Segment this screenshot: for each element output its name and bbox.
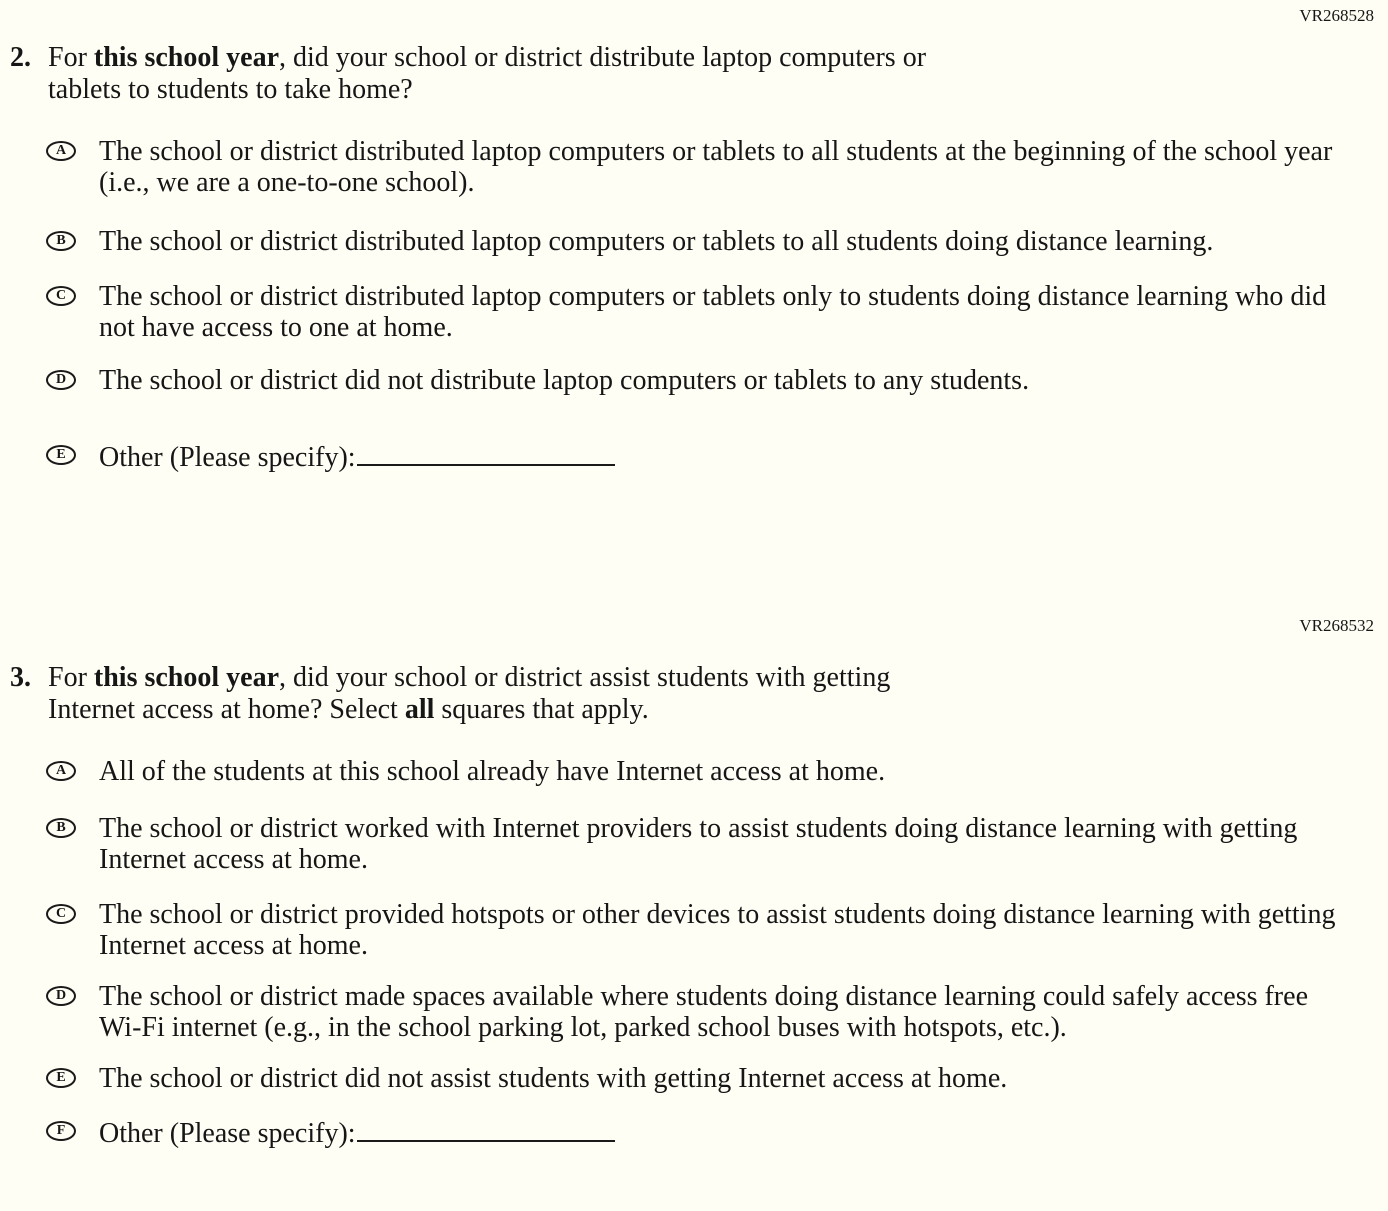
question-2-options (46, 136, 1376, 473)
question-3-number: 3. (10, 661, 31, 693)
answer-bubble-3a[interactable]: A (46, 761, 76, 781)
form-code-q2: VR268528 (1299, 6, 1374, 25)
other-specify-blank-q3[interactable] (357, 1116, 615, 1142)
answer-bubble-3b[interactable]: B (46, 818, 76, 838)
option-label-2a: The school or district distributed laptop computers or tablets to all students at the beginning of the school year (i.e., we are a one-to-one school). (99, 136, 1333, 198)
question-3-options (46, 756, 1376, 1149)
option-row-2d (46, 365, 1376, 396)
option-label-3c: The school or district provided hotspots or other devices to assist students doing distance learning with getting Internet access at home. (99, 898, 1336, 961)
question-2-number: 2. (10, 42, 31, 73)
answer-bubble-3c[interactable]: C (46, 904, 76, 924)
option-label-2e: Other (Please specify): (99, 440, 615, 473)
question-2-block (10, 42, 1376, 473)
question-2-prompt-line-1: For this school year, did your school or district distribute laptop computers or (48, 42, 927, 73)
answer-bubble-2e[interactable]: E (46, 445, 76, 465)
option-label-3d: The school or district made spaces available where students doing distance learning could safely access free Wi-Fi internet (e.g., in the school parking lot, parked school buses with hotspots, etc.). (99, 980, 1308, 1043)
answer-bubble-2b[interactable]: B (46, 231, 76, 251)
question-3-prompt (48, 662, 890, 726)
option-row-3c (46, 899, 1376, 961)
answer-bubble-3d[interactable]: D (46, 986, 76, 1006)
question-3-heading (10, 662, 1376, 726)
answer-bubble-3e[interactable]: E (46, 1068, 76, 1088)
option-label-2b: The school or district distributed laptop computers or tablets to all students doing distance learning. (99, 226, 1214, 257)
question-3-block (10, 662, 1376, 1149)
option-label-3e: The school or district did not assist students with getting Internet access at home. (99, 1062, 1008, 1094)
question-3-prompt-line-1: For this school year, did your school or district assist students with getting (48, 661, 891, 693)
option-label-3b: The school or district worked with Internet providers to assist students doing distance learning with getting Internet access at home. (99, 812, 1298, 875)
option-row-2e (46, 440, 1376, 473)
question-2-heading (10, 42, 1376, 106)
question-2-prompt-line-2: tablets to students to take home? (48, 74, 413, 105)
question-2-prompt (48, 42, 926, 106)
question-3-prompt-line-2: Internet access at home? Select all squares that apply. (48, 693, 649, 725)
option-row-3e (46, 1063, 1376, 1094)
option-row-3b (46, 813, 1376, 875)
answer-bubble-2d[interactable]: D (46, 370, 76, 390)
other-specify-blank-q2[interactable] (357, 440, 615, 466)
answer-bubble-3f[interactable]: F (46, 1121, 76, 1141)
option-row-2a (46, 136, 1376, 198)
answer-bubble-2c[interactable]: C (46, 286, 76, 306)
option-label-3a: All of the students at this school already have Internet access at home. (99, 755, 886, 787)
option-row-3f (46, 1116, 1376, 1149)
option-row-2b (46, 226, 1376, 257)
option-row-2c (46, 281, 1376, 343)
option-label-3f: Other (Please specify): (99, 1116, 615, 1149)
option-label-2d: The school or district did not distribute laptop computers or tablets to any students. (99, 365, 1030, 396)
option-row-3a (46, 756, 1376, 787)
form-code-q3: VR268532 (1299, 615, 1374, 635)
option-label-2c: The school or district distributed laptop computers or tablets only to students doing distance learning who did not have access to one at home. (99, 281, 1327, 343)
answer-bubble-2a[interactable]: A (46, 141, 76, 161)
option-row-3d (46, 981, 1376, 1043)
